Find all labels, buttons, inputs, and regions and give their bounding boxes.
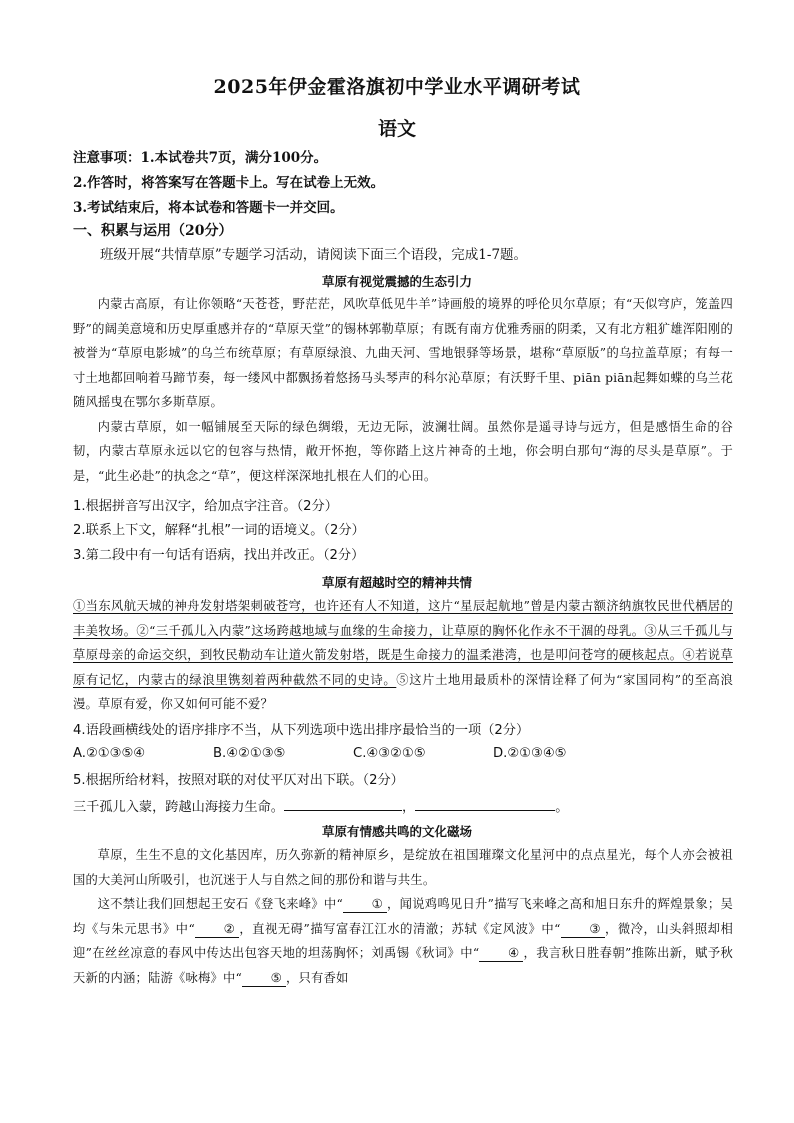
- section-intro: 班级开展“共情草原”专题学习活动，请阅读下面三个语段，完成1-7题。: [100, 247, 528, 263]
- question-1: 1.根据拼音写出汉字，给加点字注音。（2分）: [73, 499, 338, 514]
- question-2: 2.联系上下文，解释“扎根”一词的语境义。（2分）: [73, 523, 365, 538]
- couplet-upper: 三千孤儿入蒙，跨越山海接力生命。: [73, 800, 284, 815]
- passage3-subtitle: 草原有情感共鸣的文化磁场: [321, 824, 472, 839]
- section-heading: 一、积累与运用（20分）: [73, 223, 233, 239]
- passage2-subtitle: 草原有超越时空的精神共情: [321, 575, 472, 590]
- poem-text: ，我言秋日胜春朝”推陈出新，赋予秋天新的内涵；陆游《咏梅》中“: [73, 946, 733, 985]
- fill-blank-5: ⑤: [242, 970, 286, 987]
- option-d: D.②①③④⑤: [493, 746, 567, 761]
- option-b: B.④②①③⑤: [213, 746, 286, 761]
- fill-blank-2: ②: [195, 921, 239, 938]
- poem-text: ，只有香如: [285, 970, 349, 985]
- fill-blank-1: ①: [343, 896, 387, 913]
- passage3-body: [73, 843, 733, 990]
- underlined-sentences: ①当东风航天城的神舟发射塔架刺破苍穹，也许还有人不知道，这片“星辰起航地”曾是内蒙古额济纳旗牧民世代栖居的丰美牧场。②“三千孤儿入内蒙”这场跨越地域与血缘的生命接力，让草原的胸怀化作永不干涸的母乳。③从三千孤儿与草原母亲的命运交织，到牧民勒动车让道火箭发射塔，既是生命接力的温柔港湾，也是叩问苍穹的硬核起点。④若说草原有记忆，内蒙古的绿浪里镌刻着两种截然不同的史诗。: [73, 599, 733, 687]
- passage2-paragraph: [73, 594, 733, 717]
- poem-text: ，直视无碍”描写富春江江水的清澈；苏轼《定风波》中“: [239, 921, 561, 936]
- notice-line-1: 注意事项：1.本试卷共7页，满分100分。: [73, 150, 328, 166]
- fill-blank-4: ④: [479, 945, 523, 962]
- option-a: A.②①③⑤④: [73, 746, 146, 761]
- exam-subject: 语文: [377, 118, 416, 140]
- question-4: 4.语段画横线处的语序排序不当，从下列选项中选出排序最恰当的一项（2分）: [73, 723, 530, 738]
- notice-line-2: 2.作答时，将答案写在答题卡上。写在试卷上无效。: [73, 175, 385, 191]
- passage2-body: [73, 594, 733, 717]
- passage2-tail: ⑤这片土地用最质朴的深情诠释了何为“家国同构”的至高浪漫。草原有爱，你又如何可能不爱？: [73, 672, 733, 711]
- passage3-paragraph-1: 草原，生生不息的文化基因库，历久弥新的精神原乡，是绽放在祖国璀璨文化星河中的点点星光，每个人亦会被祖国的大美河山所吸引，也沉迷于人与自然之间的那份和谐与共生。: [73, 848, 733, 887]
- passage1-subtitle: 草原有视觉震撼的生态引力: [321, 274, 472, 289]
- poem-text: ，闻说鸡鸣见日升”描写飞来峰之高和旭日东升的辉煌景象；吴均《与朱元思书》中“: [73, 897, 733, 936]
- question-3: 3.第二段中有一句话有语病，找出并改正。（2分）: [73, 548, 365, 563]
- fill-blank-3: ③: [561, 921, 605, 938]
- answer-blank-1: [284, 796, 402, 811]
- passage3-paragraph-2: [73, 892, 733, 990]
- poem-text: ，微冷，山头斜照却相迎”在丝丝凉意的春风中传达出包容天地的坦荡胸怀；刘禹锡《秋词》中“: [73, 921, 733, 960]
- question-5: 5.根据所给材料，按照对联的对仗平仄对出下联。（2分）: [73, 773, 404, 788]
- poem-text: 这不禁让我们回想起王安石《登飞来峰》中“: [97, 897, 343, 911]
- passage1-paragraph-2: 内蒙古草原，如一幅铺展至天际的绿色绸缎，无边无际，波澜壮阔。虽然你是遥寻诗与远方，但是感悟生命的谷韧，内蒙古草原永远以它的包容与热情，敞开怀抱，等你踏上这片神奇的土地，你会明白那句“海的尽头是草原”。于是，“此生必赴”的执念之“草”，便这样深深地扎根在人们的心田。: [73, 419, 733, 483]
- passage1-body: [73, 292, 733, 488]
- answer-blank-2: [415, 796, 555, 811]
- couplet-line: [73, 796, 733, 818]
- couplet-period: 。: [555, 800, 569, 815]
- notice-line-3: 3.考试结束后，将本试卷和答题卡一并交回。: [73, 200, 344, 216]
- passage1-paragraph-1: 内蒙古高原，有让你领略“天苍苍，野茫茫，风吹草低见牛羊”诗画般的境界的呼伦贝尔草原；有“天似穹庐，笼盖四野”的阔美意境和历史厚重感并存的“草原天堂”的锡林郭勒草原；有既有南方优雅秀丽的阴柔，又有北方粗犷雄浑阳刚的被誉为“草原电影城”的乌兰布统草原；有草原绿浪、九曲天河、雪地银驿等场景，堪称“草原版”的乌拉盖草原；有每一寸土地都回响着马蹄节奏，每一缕风中都飘扬着悠扬马头琴声的科尔沁草原；有沃野千里、piān piān起舞如蝶的乌兰花随风摇曳在鄂尔多斯草原。: [73, 297, 733, 409]
- couplet-comma: ，: [402, 800, 416, 815]
- question-4-options: [73, 746, 733, 761]
- exam-title: 2025年伊金霍洛旗初中学业水平调研考试: [213, 76, 581, 98]
- option-c: C.④③②①⑤: [353, 746, 426, 761]
